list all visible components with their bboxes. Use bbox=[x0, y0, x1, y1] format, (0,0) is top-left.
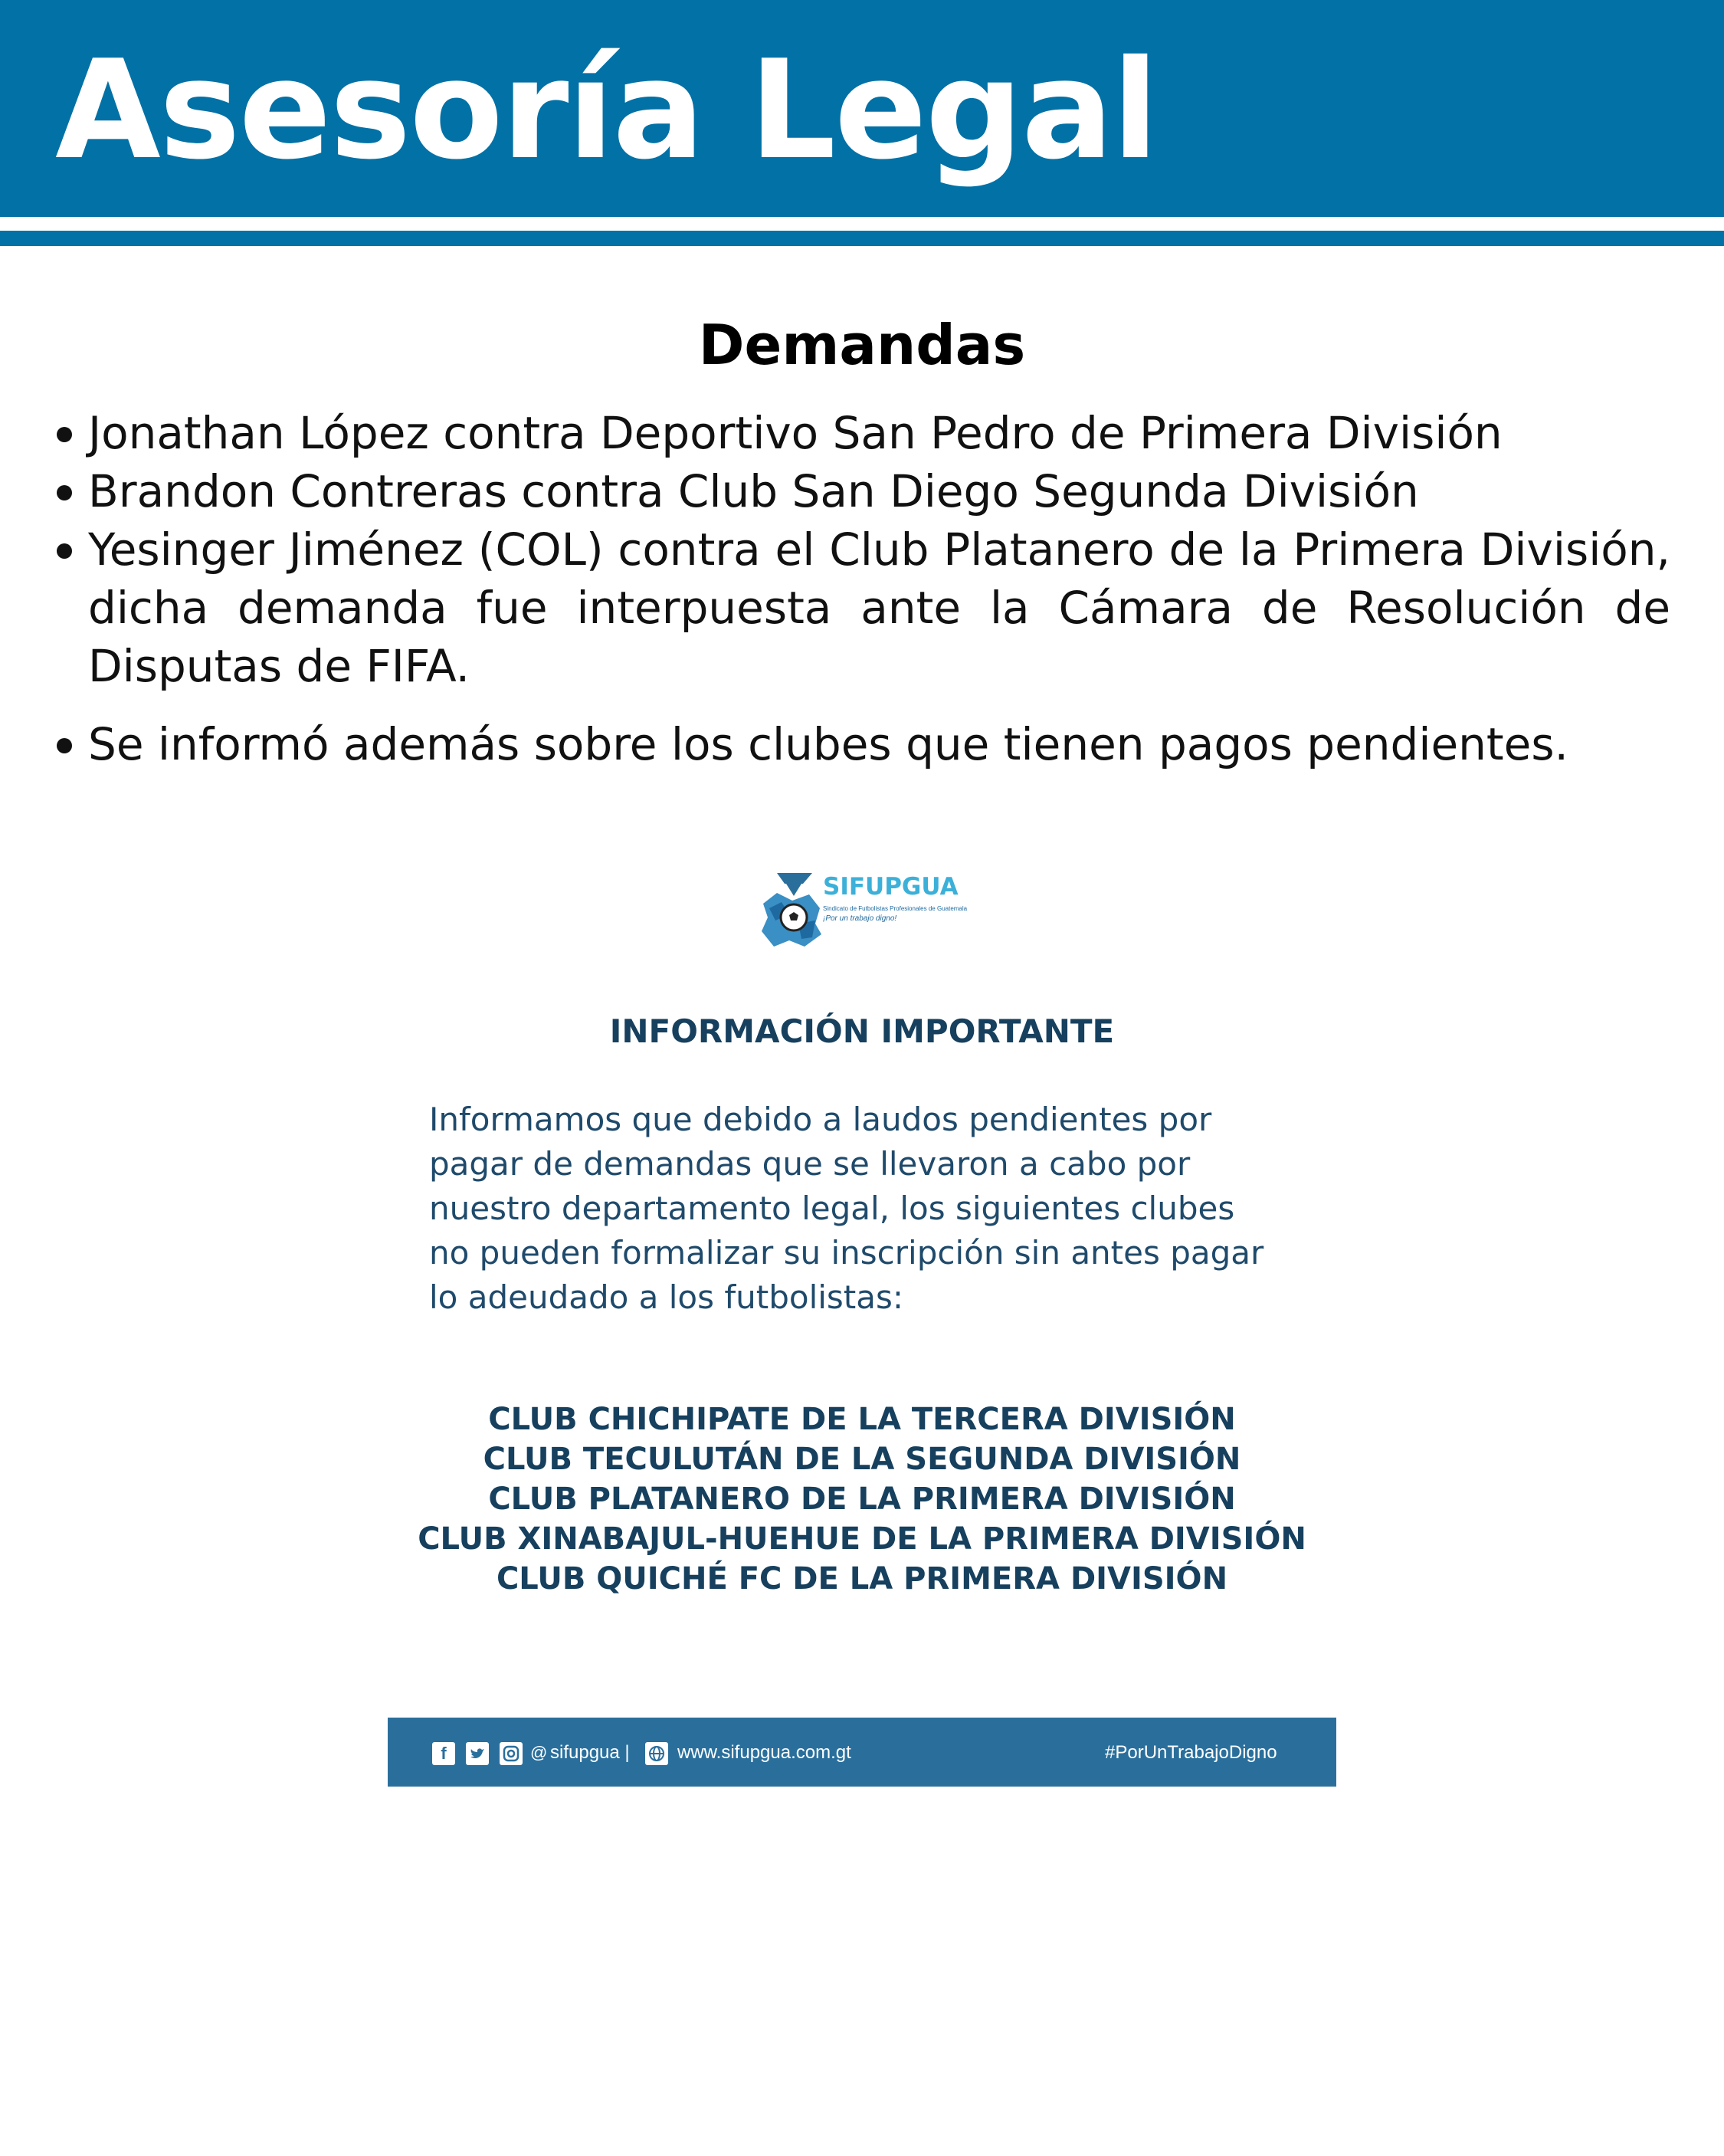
club-item: CLUB QUICHÉ FC DE LA PRIMERA DIVISIÓN bbox=[496, 1561, 1228, 1596]
logo-name: SIFUPGUA bbox=[823, 873, 959, 901]
notice-body-line: pagar de demandas que se llevaron a cabo por bbox=[429, 1145, 1191, 1183]
club-item: CLUB TECULUTÁN DE LA SEGUNDA DIVISIÓN bbox=[483, 1442, 1241, 1477]
list-item bbox=[54, 715, 1670, 773]
notice-title: INFORMACIÓN IMPORTANTE bbox=[609, 1012, 1115, 1050]
logo-subtitle: Sindicato de Futbolistas Profesionales de Guatemala bbox=[823, 905, 968, 912]
club-item: CLUB PLATANERO DE LA PRIMERA DIVISIÓN bbox=[488, 1482, 1236, 1517]
club-list bbox=[0, 1400, 1724, 1599]
header-divider bbox=[0, 231, 1724, 246]
demands-list bbox=[54, 404, 1670, 773]
facebook-icon: f bbox=[432, 1742, 455, 1765]
notice-footer bbox=[388, 1718, 1336, 1787]
bullet-icon bbox=[57, 485, 72, 500]
list-item bbox=[54, 462, 1670, 520]
notice-body-line: nuestro departamento legal, los siguientes clubes bbox=[429, 1190, 1235, 1227]
list-item-text: Brandon Contreras contra Club San Diego Segunda División bbox=[88, 465, 1419, 517]
notice-body-line: Informamos que debido a laudos pendientes por bbox=[429, 1101, 1212, 1138]
list-item bbox=[54, 404, 1670, 462]
notice-body bbox=[429, 1098, 1295, 1320]
club-item: CLUB CHICHIPATE DE LA TERCERA DIVISIÓN bbox=[488, 1402, 1236, 1437]
list-item bbox=[54, 520, 1670, 695]
notice-body-line: no pueden formalizar su inscripción sin antes pagar bbox=[429, 1234, 1264, 1272]
list-item-text: Yesinger Jiménez (COL) contra el Club Platanero de la Primera División, dicha demanda fue interpuesta ante la Cámara de Resolución de Disputas de FIFA. bbox=[88, 523, 1670, 692]
section-heading: Demandas bbox=[698, 313, 1026, 377]
page-title: Asesoría Legal bbox=[55, 31, 1158, 189]
hashtag: #PorUnTrabajoDigno bbox=[1105, 1742, 1277, 1763]
website-link[interactable]: www.sifupgua.com.gt bbox=[677, 1742, 851, 1763]
globe-icon bbox=[645, 1742, 668, 1765]
list-item-text: Jonathan López contra Deportivo San Pedro de Primera División bbox=[88, 407, 1503, 459]
twitter-icon bbox=[466, 1742, 489, 1765]
header-band bbox=[0, 0, 1724, 217]
social-handle: sifupgua | bbox=[550, 1742, 630, 1763]
club-item: CLUB XINABAJUL-HUEHUE DE LA PRIMERA DIVISIÓN bbox=[418, 1521, 1306, 1557]
bullet-icon bbox=[57, 738, 72, 753]
list-item-text: Se informó además sobre los clubes que tienen pagos pendientes. bbox=[88, 718, 1568, 770]
at-icon: @ bbox=[530, 1743, 548, 1762]
sifupgua-logo bbox=[759, 870, 973, 950]
logo-emblem-icon bbox=[759, 870, 823, 950]
bullet-icon bbox=[57, 427, 72, 442]
bullet-icon bbox=[57, 543, 72, 559]
logo-slogan: ¡Por un trabajo digno! bbox=[823, 914, 897, 923]
instagram-icon bbox=[500, 1742, 523, 1765]
notice-body-line: lo adeudado a los futbolistas: bbox=[429, 1278, 904, 1316]
